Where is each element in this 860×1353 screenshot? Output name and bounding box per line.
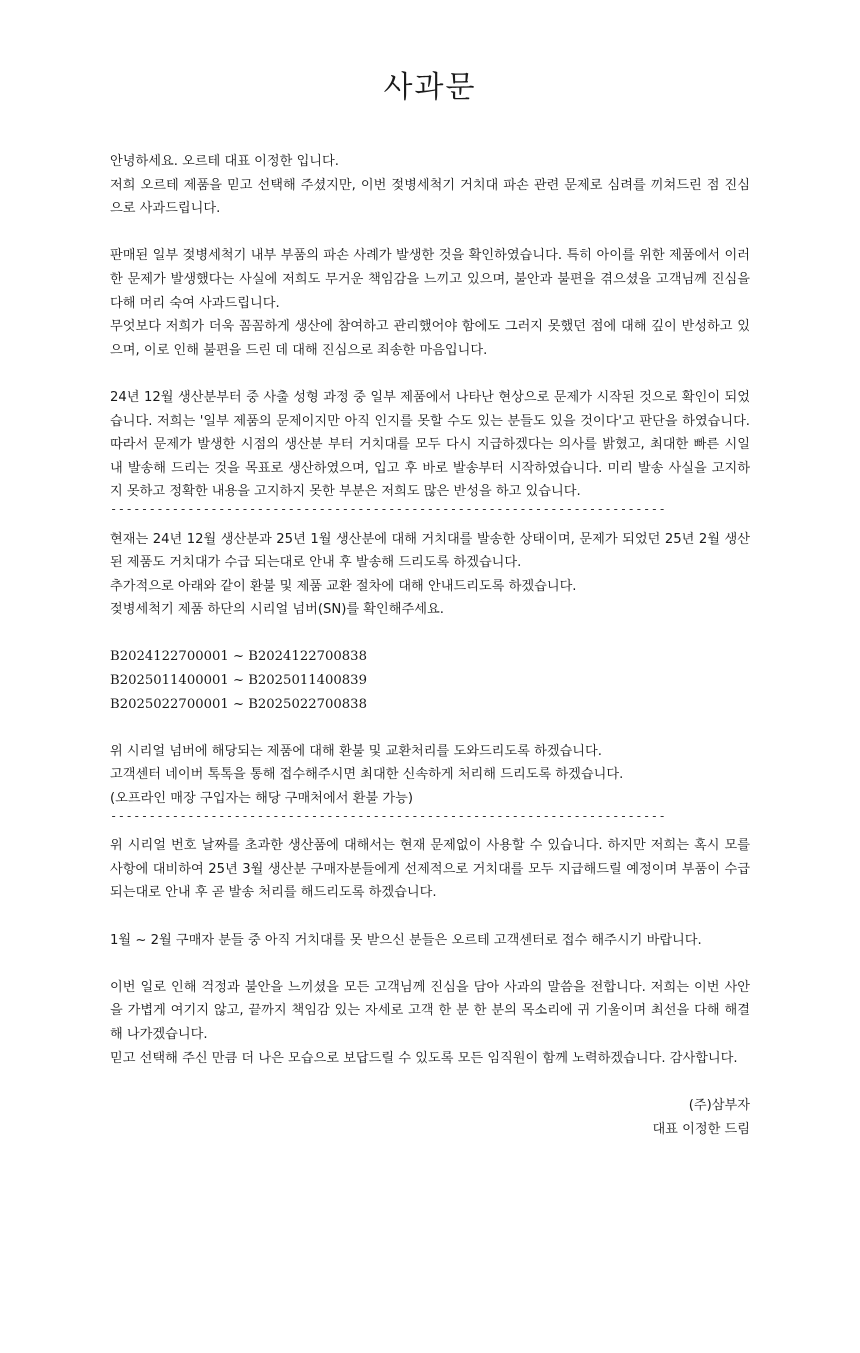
dashed-divider: ------------------------------------------------------------------------ <box>110 503 667 516</box>
paragraph-spacer <box>110 905 750 929</box>
paragraph-spacer <box>110 622 750 646</box>
closing-thanks: 믿고 선택해 주신 만큼 더 나은 모습으로 보답드릴 수 있도록 모든 임직원이 함께 노력하겠습니다. 감사합니다. <box>110 1050 738 1066</box>
paragraph-spacer <box>110 716 750 740</box>
closing-apology: 이번 일로 인해 걱정과 불안을 느끼셨을 모든 고객님께 진심을 담아 사과의 말씀을 전합니다. 저희는 이번 사안을 가볍게 여기지 않고, 끝까지 책임감 있는 자세로 고객 한 분 한 분의 목소리에 귀 기울이며 최선을 다해 해결해 나가겠습니다. <box>110 979 750 1042</box>
cause-explanation: 24년 12월 생산분부터 중 사출 성형 과정 중 일부 제품에서 나타난 현상으로 문제가 시작된 것으로 확인이 되었습니다. 저희는 '일부 제품의 문제이지만 아직 인지를 못할 수도 있는 분들도 있을 것이다'고 판단을 하였습니다. 따라서 문제가 발생한 시점의 생산분 부터 거치대를 모두 다시 지급하겠다는 의사를 밝혔고, 최대한 빠른 시일 내 발송해 드리는 것을 목표로 생산하였으며, 입고 후 바로 발송부터 시작하였습니다. 미리 발송 사실을 고지하지 못하고 정확한 내용을 고지하지 못한 부분은 저희도 많은 반성을 하고 있습니다. <box>110 389 750 500</box>
shipping-status: 현재는 24년 12월 생산분과 25년 1월 생산분에 대해 거치대를 발송한 상태이며, 문제가 되었던 25년 2월 생산된 제품도 거치대가 수급 되는대로 안내 후 발송해 드리도록 하겠습니다. <box>110 531 750 571</box>
greeting-line: 안녕하세요. 오르테 대표 이정한 입니다. <box>110 154 339 169</box>
paragraph-spacer <box>110 221 750 245</box>
refund-eligibility: 위 시리얼 넘버에 해당되는 제품에 대해 환불 및 교환처리를 도와드리도록 하겠습니다. <box>110 743 602 759</box>
signature-block <box>110 1094 750 1141</box>
unreceived-holder-note: 1월 ~ 2월 구매자 분들 중 아직 거치대를 못 받으신 분들은 오르테 고객센터로 접수 해주시기 바랍니다. <box>110 932 702 948</box>
later-production-note: 위 시리얼 번호 날짜를 초과한 생산품에 대해서는 현재 문제없이 사용할 수 있습니다. 하지만 저희는 혹시 모를 사항에 대비하여 25년 3월 생산분 구매자분들에게 선제적으로 거치대를 모두 지급해드릴 예정이며 부품이 수급 되는대로 안내 후 곧 발송 처리를 해드리도록 하겠습니다. <box>110 838 750 901</box>
company-name: (주)삼부자 <box>688 1098 750 1114</box>
document-body <box>110 150 750 1070</box>
serial-range: B2024122700001 ~ B2024122700838 <box>110 649 367 665</box>
dashed-divider: ------------------------------------------------------------------------ <box>110 810 667 823</box>
document-title: 사과문 <box>383 70 477 105</box>
customer-center-instruction: 고객센터 네이버 톡톡을 통해 접수해주시면 최대한 신속하게 처리해 드리도록 하겠습니다. <box>110 767 624 783</box>
serial-range: B2025022700001 ~ B2025022700838 <box>110 696 367 712</box>
serial-range: B2025011400001 ~ B2025011400839 <box>110 673 367 689</box>
refund-intro: 추가적으로 아래와 같이 환불 및 제품 교환 절차에 대해 안내드리도록 하겠습니다. <box>110 578 577 594</box>
paragraph-spacer <box>110 362 750 386</box>
reflection-statement: 무엇보다 저희가 더욱 꼼꼼하게 생산에 참여하고 관리했어야 함에도 그러지 못했던 점에 대해 깊이 반성하고 있으며, 이로 인해 불편을 드린 데 대해 진심으로 죄송한 마음입니다. <box>110 319 750 358</box>
serial-check-instruction: 젖병세척기 제품 하단의 시리얼 넘버(SN)를 확인해주세요. <box>110 602 444 618</box>
offline-store-note: (오프라인 매장 구입자는 해당 구매처에서 환불 가능) <box>110 791 413 807</box>
signer-name: 대표 이정한 드림 <box>652 1121 750 1137</box>
paragraph-spacer <box>110 952 750 976</box>
intro-apology: 저희 오르테 제품을 믿고 선택해 주셨지만, 이번 젖병세척기 거치대 파손 관련 문제로 심려를 끼쳐드린 점 진심으로 사과드립니다. <box>110 177 750 217</box>
damage-confirmation: 판매된 일부 젖병세척기 내부 부품의 파손 사례가 발생한 것을 확인하였습니다. 특히 아이를 위한 제품에서 이러한 문제가 발생했다는 사실에 저희도 무거운 책임감을 느끼고 있으며, 불안과 불편을 겪으셨을 고객님께 진심을 다해 머리 숙여 사과드립니다. <box>110 248 750 311</box>
